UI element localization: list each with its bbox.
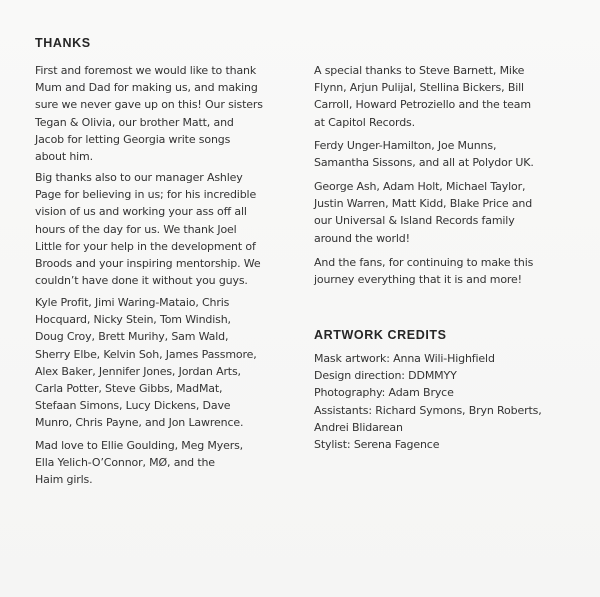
credit-line: Stylist: Serena Fagence: [314, 438, 440, 452]
thanks-paragraph-fans: And the fans, for continuing to make this journey everything that it is and more!: [314, 256, 534, 287]
thanks-paragraph-polydor: Ferdy Unger-Hamilton, Joe Munns, Samantha Sissons, and all at Polydor UK.: [314, 139, 534, 170]
thanks-paragraph-capitol: A special thanks to Steve Barnett, Mike Flynn, Arjun Pulijal, Stellina Bickers, Bill Carroll, Howard Petroziello and the team at Capitol Records.: [314, 64, 531, 129]
credit-line: Andrei Blidarean: [314, 420, 403, 434]
credit-line: Design direction: DDMMYY: [314, 369, 457, 383]
thanks-paragraph-manager: Big thanks also to our manager Ashley Page for believing in us; for his incredible vision of us and working your ass off all hours of the day for us. We thank Joel Little for your help in the development of Broods and your inspiring mentorship. We couldn’t have done it without you guys.: [35, 171, 261, 288]
credit-line: Assistants: Richard Symons, Bryn Roberts,: [314, 403, 542, 417]
artwork-credits-list: [314, 350, 542, 453]
credit-line: Mask artwork: Anna Wili-Highfield: [314, 352, 495, 365]
artwork-credits-heading: ARTWORK CREDITS: [314, 328, 447, 342]
thanks-paragraph-family: First and foremost we would like to thank Mum and Dad for making us, and making sure we never gave up on this! Our sisters Tegan & Olivia, our brother Matt, and Jacob for letting Georgia write songs about him.: [35, 64, 263, 164]
thanks-heading: THANKS: [35, 36, 91, 50]
credit-line: Photography: Adam Bryce: [314, 386, 454, 400]
thanks-paragraph-universal: George Ash, Adam Holt, Michael Taylor, Justin Warren, Matt Kidd, Blake Price and our Universal & Island Records family around the world!: [314, 180, 533, 245]
thanks-paragraph-friends: Mad love to Ellie Goulding, Meg Myers, Ella Yelich-O’Connor, MØ, and the Haim girls.: [35, 439, 244, 487]
thanks-paragraph-team: Kyle Profit, Jimi Waring-Mataio, Chris Hocquard, Nicky Stein, Tom Windish, Doug Croy, Brett Murihy, Sam Wald, Sherry Elbe, Kelvin Soh, James Passmore, Alex Baker, Jennifer Jones, Jordan Arts, Carla Potter, Steve Gibbs, MadMat, Stefaan Simons, Lucy Dickens, Dave Munro, Chris Payne, and Jon Lawrence.: [35, 296, 257, 430]
